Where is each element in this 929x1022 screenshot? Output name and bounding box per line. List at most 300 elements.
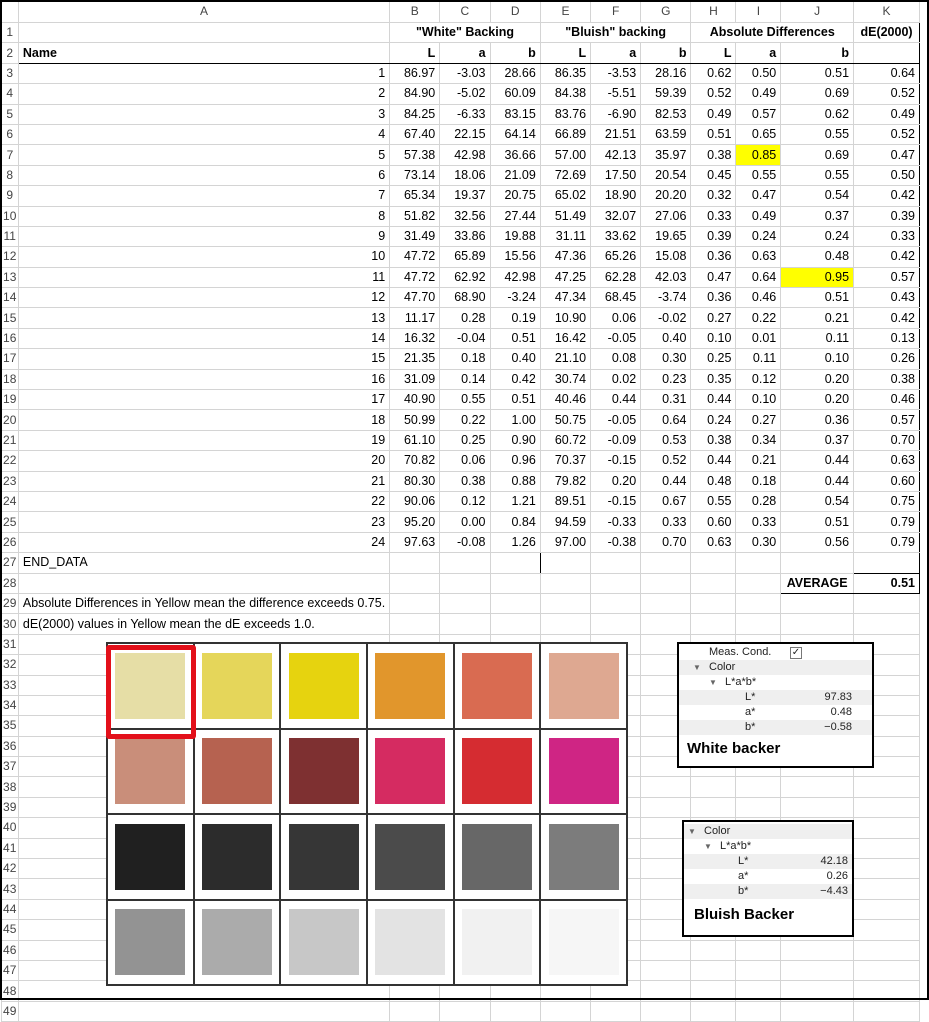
cell[interactable] xyxy=(490,1001,540,1021)
data-cell[interactable]: -0.04 xyxy=(440,328,490,348)
data-cell[interactable]: 22.15 xyxy=(440,124,490,144)
data-cell[interactable]: 67.40 xyxy=(390,124,440,144)
data-cell[interactable]: 84.90 xyxy=(390,84,440,104)
data-cell[interactable]: 19 xyxy=(18,430,389,450)
row-header[interactable]: 18 xyxy=(1,369,18,389)
data-cell[interactable]: 20.20 xyxy=(641,186,691,206)
row-header[interactable]: 12 xyxy=(1,247,18,267)
data-cell[interactable]: 0.38 xyxy=(440,471,490,491)
data-cell[interactable]: -0.15 xyxy=(591,451,641,471)
data-cell[interactable]: 66.89 xyxy=(540,124,590,144)
data-cell[interactable]: 84.25 xyxy=(390,104,440,124)
data-cell[interactable]: 0.10 xyxy=(736,390,781,410)
data-cell[interactable]: 0.20 xyxy=(781,369,854,389)
row-header[interactable]: 6 xyxy=(1,124,18,144)
row-header[interactable]: 4 xyxy=(1,84,18,104)
cell[interactable] xyxy=(691,1001,736,1021)
data-cell[interactable]: 31.09 xyxy=(390,369,440,389)
data-cell[interactable]: 89.51 xyxy=(540,491,590,511)
data-cell[interactable]: 50.99 xyxy=(390,410,440,430)
data-cell[interactable]: 73.14 xyxy=(390,165,440,185)
column-header[interactable]: H xyxy=(691,1,736,23)
data-cell[interactable]: 64.14 xyxy=(490,124,540,144)
data-cell[interactable]: 47.36 xyxy=(540,247,590,267)
data-cell[interactable]: 18.06 xyxy=(440,165,490,185)
data-cell[interactable]: -3.53 xyxy=(591,63,641,83)
data-cell[interactable]: 0.55 xyxy=(736,165,781,185)
data-cell[interactable]: 0.44 xyxy=(691,451,736,471)
data-cell[interactable]: 0.36 xyxy=(781,410,854,430)
data-cell[interactable]: 1.26 xyxy=(490,532,540,552)
cell[interactable] xyxy=(854,1001,920,1021)
data-cell[interactable]: -6.33 xyxy=(440,104,490,124)
data-cell[interactable]: 0.64 xyxy=(736,267,781,287)
row-header[interactable]: 8 xyxy=(1,165,18,185)
data-cell[interactable]: 47.34 xyxy=(540,288,590,308)
data-cell[interactable]: 0.63 xyxy=(691,532,736,552)
disclosure-triangle-icon[interactable]: ▼ xyxy=(709,677,717,687)
data-cell[interactable]: 0.96 xyxy=(490,451,540,471)
data-cell[interactable]: 0.51 xyxy=(781,512,854,532)
row-header[interactable]: 27 xyxy=(1,553,18,573)
row-header[interactable]: 35 xyxy=(1,716,18,736)
data-cell[interactable]: 50.75 xyxy=(540,410,590,430)
average-label[interactable]: AVERAGE xyxy=(781,573,854,593)
data-cell[interactable]: 0.55 xyxy=(781,165,854,185)
data-cell[interactable]: 0.95 xyxy=(781,267,854,287)
average-value[interactable]: 0.51 xyxy=(854,573,920,593)
data-cell[interactable]: 0.79 xyxy=(854,512,920,532)
data-cell[interactable]: 0.24 xyxy=(781,226,854,246)
data-cell[interactable]: 16 xyxy=(18,369,389,389)
row-header[interactable]: 32 xyxy=(1,655,18,675)
data-cell[interactable]: 40.46 xyxy=(540,390,590,410)
data-cell[interactable]: 61.10 xyxy=(390,430,440,450)
data-cell[interactable]: 0.69 xyxy=(781,84,854,104)
data-cell[interactable]: 0.20 xyxy=(781,390,854,410)
data-cell[interactable]: 3 xyxy=(18,104,389,124)
data-cell[interactable]: 0.38 xyxy=(691,145,736,165)
data-cell[interactable]: 28.16 xyxy=(641,63,691,83)
column-header[interactable]: C xyxy=(440,1,490,23)
data-cell[interactable]: 0.49 xyxy=(854,104,920,124)
data-cell[interactable]: 0.31 xyxy=(641,390,691,410)
data-cell[interactable]: 15.08 xyxy=(641,247,691,267)
row-header[interactable]: 44 xyxy=(1,899,18,919)
column-header[interactable]: D xyxy=(490,1,540,23)
data-cell[interactable]: 0.36 xyxy=(691,288,736,308)
row-header[interactable]: 41 xyxy=(1,838,18,858)
data-cell[interactable]: 21.09 xyxy=(490,165,540,185)
column-header[interactable]: F xyxy=(591,1,641,23)
data-cell[interactable]: 0.08 xyxy=(591,349,641,369)
data-cell[interactable]: 0.18 xyxy=(736,471,781,491)
data-cell[interactable]: 42.13 xyxy=(591,145,641,165)
data-cell[interactable]: 20 xyxy=(18,451,389,471)
data-cell[interactable]: 13 xyxy=(18,308,389,328)
data-cell[interactable]: 0.70 xyxy=(641,532,691,552)
data-cell[interactable]: 0.36 xyxy=(691,247,736,267)
data-cell[interactable]: 32.07 xyxy=(591,206,641,226)
column-header[interactable]: I xyxy=(736,1,781,23)
data-cell[interactable]: 65.02 xyxy=(540,186,590,206)
data-cell[interactable]: 36.66 xyxy=(490,145,540,165)
data-cell[interactable]: 0.85 xyxy=(736,145,781,165)
row-header[interactable]: 19 xyxy=(1,390,18,410)
data-cell[interactable]: -5.02 xyxy=(440,84,490,104)
data-cell[interactable]: 0.79 xyxy=(854,532,920,552)
data-cell[interactable]: 0.52 xyxy=(854,124,920,144)
row-header[interactable]: 16 xyxy=(1,328,18,348)
data-cell[interactable]: 0.02 xyxy=(591,369,641,389)
row-header[interactable]: 17 xyxy=(1,349,18,369)
data-cell[interactable]: -0.08 xyxy=(440,532,490,552)
data-cell[interactable]: 21 xyxy=(18,471,389,491)
data-cell[interactable]: 90.06 xyxy=(390,491,440,511)
row-header[interactable]: 36 xyxy=(1,736,18,756)
data-cell[interactable]: 0.56 xyxy=(781,532,854,552)
data-cell[interactable]: 0.57 xyxy=(736,104,781,124)
data-cell[interactable]: -0.05 xyxy=(591,328,641,348)
data-cell[interactable]: 0.49 xyxy=(691,104,736,124)
data-cell[interactable]: 0.51 xyxy=(781,288,854,308)
data-cell[interactable]: 0.10 xyxy=(781,349,854,369)
row-header[interactable]: 39 xyxy=(1,797,18,817)
data-cell[interactable]: 31.49 xyxy=(390,226,440,246)
data-cell[interactable]: 31.11 xyxy=(540,226,590,246)
data-cell[interactable]: 0.50 xyxy=(736,63,781,83)
data-cell[interactable]: 0.44 xyxy=(641,471,691,491)
row-header[interactable]: 46 xyxy=(1,940,18,960)
data-cell[interactable]: -3.74 xyxy=(641,288,691,308)
column-label-l[interactable]: L xyxy=(390,43,440,63)
data-cell[interactable]: 0.34 xyxy=(736,430,781,450)
row-header[interactable]: 24 xyxy=(1,491,18,511)
data-cell[interactable]: 83.76 xyxy=(540,104,590,124)
data-cell[interactable]: 0.01 xyxy=(736,328,781,348)
data-cell[interactable]: 0.23 xyxy=(641,369,691,389)
data-cell[interactable]: 17 xyxy=(18,390,389,410)
row-header[interactable]: 1 xyxy=(1,23,18,43)
data-cell[interactable]: 0.48 xyxy=(691,471,736,491)
row-header[interactable]: 40 xyxy=(1,818,18,838)
data-cell[interactable]: 47.70 xyxy=(390,288,440,308)
data-cell[interactable]: 83.15 xyxy=(490,104,540,124)
data-cell[interactable]: 80.30 xyxy=(390,471,440,491)
data-cell[interactable]: 0.44 xyxy=(781,451,854,471)
absolute-differences-header[interactable]: Absolute Differences xyxy=(691,23,854,43)
row-header[interactable]: 28 xyxy=(1,573,18,593)
name-header[interactable]: Name xyxy=(18,43,389,63)
row-header[interactable]: 10 xyxy=(1,206,18,226)
data-cell[interactable]: 35.97 xyxy=(641,145,691,165)
data-cell[interactable]: 7 xyxy=(18,186,389,206)
row-header[interactable]: 20 xyxy=(1,410,18,430)
data-cell[interactable]: 27.44 xyxy=(490,206,540,226)
data-cell[interactable]: 0.25 xyxy=(691,349,736,369)
data-cell[interactable]: 0.50 xyxy=(854,165,920,185)
note-text[interactable]: dE(2000) values in Yellow mean the dE exceeds 1.0. xyxy=(18,614,389,634)
data-cell[interactable]: 0.54 xyxy=(781,186,854,206)
data-cell[interactable]: 32.56 xyxy=(440,206,490,226)
data-cell[interactable]: 70.82 xyxy=(390,451,440,471)
data-cell[interactable]: 47.25 xyxy=(540,267,590,287)
row-header[interactable]: 2 xyxy=(1,43,18,63)
data-cell[interactable]: 42.98 xyxy=(490,267,540,287)
row-header[interactable]: 29 xyxy=(1,593,18,613)
data-cell[interactable]: 0.84 xyxy=(490,512,540,532)
row-header[interactable]: 31 xyxy=(1,634,18,654)
data-cell[interactable]: 0.49 xyxy=(736,84,781,104)
data-cell[interactable]: 10.90 xyxy=(540,308,590,328)
data-cell[interactable]: 0.55 xyxy=(691,491,736,511)
disclosure-triangle-icon[interactable]: ▼ xyxy=(704,841,712,851)
cell[interactable] xyxy=(540,1001,590,1021)
column-header[interactable]: B xyxy=(390,1,440,23)
data-cell[interactable]: 19.65 xyxy=(641,226,691,246)
data-cell[interactable]: 0.47 xyxy=(736,186,781,206)
data-cell[interactable]: 0.26 xyxy=(854,349,920,369)
data-cell[interactable]: 21.51 xyxy=(591,124,641,144)
row-header[interactable]: 45 xyxy=(1,920,18,940)
white-backing-header[interactable]: "White" Backing xyxy=(390,23,541,43)
column-header[interactable]: A xyxy=(18,1,389,23)
disclosure-triangle-icon[interactable]: ▼ xyxy=(688,826,696,836)
cell[interactable] xyxy=(781,1001,854,1021)
data-cell[interactable]: -3.03 xyxy=(440,63,490,83)
data-cell[interactable]: 0.55 xyxy=(781,124,854,144)
data-cell[interactable]: 0.27 xyxy=(691,308,736,328)
data-cell[interactable]: -0.09 xyxy=(591,430,641,450)
row-header[interactable]: 14 xyxy=(1,288,18,308)
data-cell[interactable]: 0.45 xyxy=(691,165,736,185)
data-cell[interactable]: 70.37 xyxy=(540,451,590,471)
data-cell[interactable]: 72.69 xyxy=(540,165,590,185)
row-header[interactable]: 26 xyxy=(1,532,18,552)
data-cell[interactable]: 27.06 xyxy=(641,206,691,226)
data-cell[interactable]: 0.38 xyxy=(854,369,920,389)
data-cell[interactable]: 0.69 xyxy=(781,145,854,165)
data-cell[interactable]: 20.75 xyxy=(490,186,540,206)
data-cell[interactable]: 68.90 xyxy=(440,288,490,308)
data-cell[interactable]: 0.62 xyxy=(781,104,854,124)
data-cell[interactable]: 0.48 xyxy=(781,247,854,267)
data-cell[interactable]: 21.10 xyxy=(540,349,590,369)
cell[interactable] xyxy=(920,1001,929,1021)
data-cell[interactable]: 1.21 xyxy=(490,491,540,511)
end-data-cell[interactable]: END_DATA xyxy=(18,553,389,573)
data-cell[interactable]: 0.64 xyxy=(641,410,691,430)
data-cell[interactable]: 0.30 xyxy=(641,349,691,369)
data-cell[interactable]: 9 xyxy=(18,226,389,246)
row-header[interactable]: 13 xyxy=(1,267,18,287)
data-cell[interactable]: 0.14 xyxy=(440,369,490,389)
data-cell[interactable]: 0.30 xyxy=(736,532,781,552)
data-cell[interactable]: 68.45 xyxy=(591,288,641,308)
data-cell[interactable]: 30.74 xyxy=(540,369,590,389)
data-cell[interactable]: 84.38 xyxy=(540,84,590,104)
bluish-backing-header[interactable]: "Bluish" backing xyxy=(540,23,691,43)
data-cell[interactable]: 0.33 xyxy=(641,512,691,532)
data-cell[interactable]: 82.53 xyxy=(641,104,691,124)
data-cell[interactable]: 0.47 xyxy=(854,145,920,165)
data-cell[interactable]: 1 xyxy=(18,63,389,83)
cell[interactable] xyxy=(440,1001,490,1021)
data-cell[interactable]: 79.82 xyxy=(540,471,590,491)
row-header[interactable]: 22 xyxy=(1,451,18,471)
data-cell[interactable]: 18 xyxy=(18,410,389,430)
data-cell[interactable]: 0.39 xyxy=(691,226,736,246)
data-cell[interactable]: 86.35 xyxy=(540,63,590,83)
row-header[interactable]: 7 xyxy=(1,145,18,165)
data-cell[interactable]: 62.92 xyxy=(440,267,490,287)
column-header[interactable]: K xyxy=(854,1,920,23)
data-cell[interactable]: 65.34 xyxy=(390,186,440,206)
row-header[interactable]: 43 xyxy=(1,879,18,899)
data-cell[interactable]: 2 xyxy=(18,84,389,104)
data-cell[interactable]: 5 xyxy=(18,145,389,165)
data-cell[interactable]: 0.39 xyxy=(854,206,920,226)
data-cell[interactable]: 16.42 xyxy=(540,328,590,348)
data-cell[interactable]: 0.65 xyxy=(736,124,781,144)
data-cell[interactable]: 22 xyxy=(18,491,389,511)
data-cell[interactable]: 0.60 xyxy=(854,471,920,491)
data-cell[interactable]: 0.35 xyxy=(691,369,736,389)
data-cell[interactable]: 0.51 xyxy=(781,63,854,83)
de2000-header[interactable]: dE(2000) xyxy=(854,23,920,43)
data-cell[interactable]: 0.21 xyxy=(781,308,854,328)
data-cell[interactable]: 0.52 xyxy=(691,84,736,104)
data-cell[interactable]: 17.50 xyxy=(591,165,641,185)
data-cell[interactable]: 0.22 xyxy=(736,308,781,328)
cell[interactable] xyxy=(18,1001,389,1021)
data-cell[interactable]: 28.66 xyxy=(490,63,540,83)
data-cell[interactable]: 0.40 xyxy=(490,349,540,369)
data-cell[interactable]: 0.21 xyxy=(736,451,781,471)
data-cell[interactable]: 57.38 xyxy=(390,145,440,165)
data-cell[interactable]: 0.18 xyxy=(440,349,490,369)
row-header[interactable]: 33 xyxy=(1,675,18,695)
meas-cond-checkbox[interactable]: ✓ xyxy=(791,647,801,658)
data-cell[interactable]: 0.47 xyxy=(691,267,736,287)
data-cell[interactable]: 40.90 xyxy=(390,390,440,410)
column-label-b[interactable]: b xyxy=(490,43,540,63)
data-cell[interactable]: 0.33 xyxy=(854,226,920,246)
data-cell[interactable]: 0.25 xyxy=(440,430,490,450)
data-cell[interactable]: 0.24 xyxy=(691,410,736,430)
data-cell[interactable]: 16.32 xyxy=(390,328,440,348)
column-header[interactable]: E xyxy=(540,1,590,23)
data-cell[interactable]: 63.59 xyxy=(641,124,691,144)
data-cell[interactable]: 57.00 xyxy=(540,145,590,165)
data-cell[interactable]: 0.57 xyxy=(854,267,920,287)
data-cell[interactable]: 4 xyxy=(18,124,389,144)
row-header[interactable]: 3 xyxy=(1,63,18,83)
data-cell[interactable]: 0.27 xyxy=(736,410,781,430)
data-cell[interactable]: 95.20 xyxy=(390,512,440,532)
data-cell[interactable]: 1.00 xyxy=(490,410,540,430)
data-cell[interactable]: 15 xyxy=(18,349,389,369)
data-cell[interactable]: 0.38 xyxy=(691,430,736,450)
data-cell[interactable]: 11.17 xyxy=(390,308,440,328)
column-label-l[interactable]: L xyxy=(540,43,590,63)
data-cell[interactable]: 0.64 xyxy=(854,63,920,83)
data-cell[interactable]: -3.24 xyxy=(490,288,540,308)
data-cell[interactable]: 0.37 xyxy=(781,206,854,226)
data-cell[interactable]: 33.86 xyxy=(440,226,490,246)
row-header[interactable]: 48 xyxy=(1,981,18,1001)
data-cell[interactable]: 0.12 xyxy=(440,491,490,511)
row-header[interactable]: 23 xyxy=(1,471,18,491)
data-cell[interactable]: -5.51 xyxy=(591,84,641,104)
cell[interactable] xyxy=(591,1001,641,1021)
data-cell[interactable]: 0.51 xyxy=(490,390,540,410)
note-text[interactable]: Absolute Differences in Yellow mean the difference exceeds 0.75. xyxy=(18,593,389,613)
data-cell[interactable]: 0.63 xyxy=(736,247,781,267)
data-cell[interactable]: 42.03 xyxy=(641,267,691,287)
row-header[interactable]: 47 xyxy=(1,960,18,980)
data-cell[interactable]: 47.72 xyxy=(390,267,440,287)
data-cell[interactable]: 24 xyxy=(18,532,389,552)
data-cell[interactable]: 0.63 xyxy=(854,451,920,471)
data-cell[interactable]: 0.33 xyxy=(691,206,736,226)
row-header[interactable]: 34 xyxy=(1,695,18,715)
column-label-l[interactable]: L xyxy=(691,43,736,63)
data-cell[interactable]: 0.62 xyxy=(691,63,736,83)
data-cell[interactable]: 65.89 xyxy=(440,247,490,267)
data-cell[interactable]: 0.51 xyxy=(490,328,540,348)
data-cell[interactable]: 51.82 xyxy=(390,206,440,226)
data-cell[interactable]: 0.44 xyxy=(591,390,641,410)
data-cell[interactable]: -0.38 xyxy=(591,532,641,552)
row-header[interactable]: 11 xyxy=(1,226,18,246)
data-cell[interactable]: 51.49 xyxy=(540,206,590,226)
data-cell[interactable]: 0.12 xyxy=(736,369,781,389)
data-cell[interactable]: 65.26 xyxy=(591,247,641,267)
data-cell[interactable]: 12 xyxy=(18,288,389,308)
data-cell[interactable]: 0.90 xyxy=(490,430,540,450)
data-cell[interactable]: 0.20 xyxy=(591,471,641,491)
column-label-b[interactable]: b xyxy=(781,43,854,63)
data-cell[interactable]: 42.98 xyxy=(440,145,490,165)
data-cell[interactable]: 0.60 xyxy=(691,512,736,532)
data-cell[interactable]: 33.62 xyxy=(591,226,641,246)
cell[interactable] xyxy=(641,1001,691,1021)
data-cell[interactable]: 0.52 xyxy=(641,451,691,471)
data-cell[interactable]: 19.88 xyxy=(490,226,540,246)
row-header[interactable]: 42 xyxy=(1,859,18,879)
data-cell[interactable]: 0.42 xyxy=(490,369,540,389)
data-cell[interactable]: 86.97 xyxy=(390,63,440,83)
data-cell[interactable]: 0.13 xyxy=(854,328,920,348)
data-cell[interactable]: 0.11 xyxy=(781,328,854,348)
data-cell[interactable]: 20.54 xyxy=(641,165,691,185)
data-cell[interactable]: 0.10 xyxy=(691,328,736,348)
row-header[interactable]: 38 xyxy=(1,777,18,797)
data-cell[interactable]: 11 xyxy=(18,267,389,287)
data-cell[interactable]: 0.43 xyxy=(854,288,920,308)
data-cell[interactable]: 0.22 xyxy=(440,410,490,430)
column-header[interactable]: G xyxy=(641,1,691,23)
data-cell[interactable]: 0.33 xyxy=(736,512,781,532)
data-cell[interactable]: 0.46 xyxy=(854,390,920,410)
data-cell[interactable]: 0.70 xyxy=(854,430,920,450)
row-header[interactable]: 37 xyxy=(1,757,18,777)
cell[interactable] xyxy=(736,1001,781,1021)
data-cell[interactable]: 0.06 xyxy=(591,308,641,328)
column-label-a[interactable]: a xyxy=(591,43,641,63)
row-header[interactable]: 30 xyxy=(1,614,18,634)
